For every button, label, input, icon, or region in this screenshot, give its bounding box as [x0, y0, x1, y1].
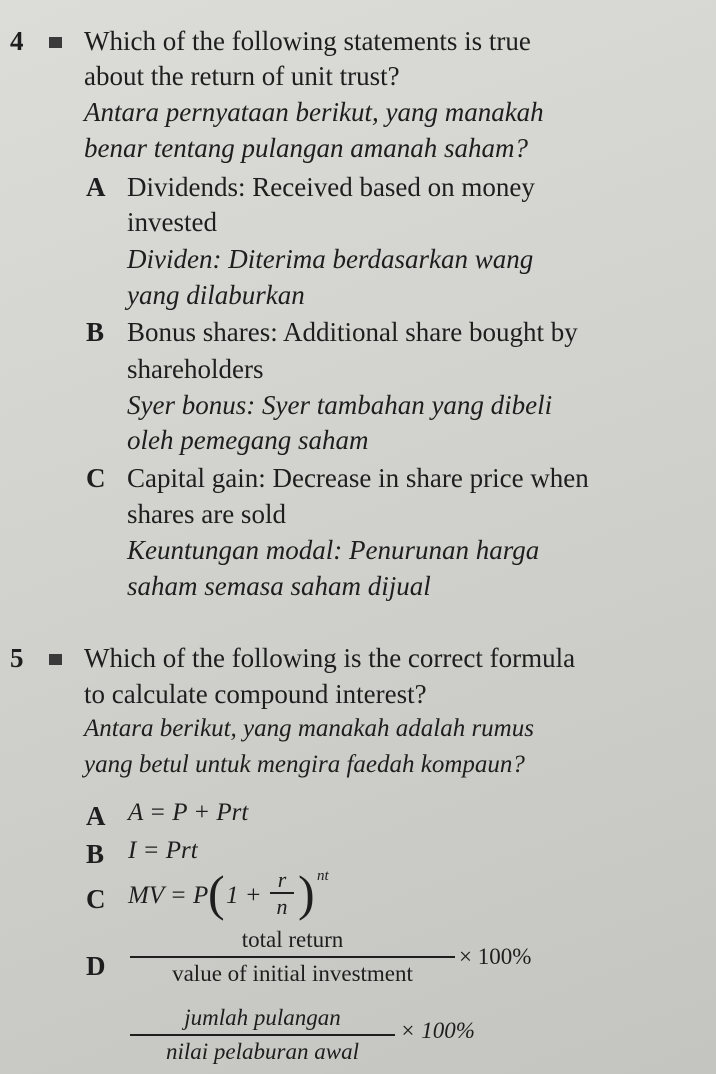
- question-5-stem-ms-2: yang betul untuk mengira faedah kompaun?: [84, 751, 525, 778]
- q4-option-a-en-2: invested: [127, 207, 217, 237]
- q5-option-d-letter: D: [86, 951, 106, 981]
- question-4-stem-ms-2: benar tentang pulangan amanah saham?: [84, 133, 528, 163]
- q4-option-b-en-2: shareholders: [127, 354, 264, 384]
- question-5-number: 5: [10, 643, 24, 673]
- q4-option-c-ms-2: saham semasa saham dijual: [127, 571, 431, 601]
- q5-option-b-formula: I = Prt: [128, 837, 198, 864]
- q5-option-d-denominator-en: value of initial investment: [172, 961, 413, 986]
- q5-option-c-letter: C: [86, 884, 106, 914]
- question-4-stem-ms-1: Antara pernyataan berikut, yang manakah: [84, 97, 544, 127]
- q5-option-d-numerator-en: total return: [241, 927, 344, 952]
- q4-option-a-letter: A: [86, 172, 106, 202]
- q5-option-c-formula: [128, 866, 368, 930]
- q4-option-a-en-1: Dividends: Received based on money: [127, 172, 535, 202]
- q4-option-c-en-1: Capital gain: Decrease in share price when: [127, 463, 589, 493]
- fraction-bar-icon: [130, 956, 455, 958]
- question-4-marker-icon: [49, 37, 62, 48]
- question-4-stem-en-2: about the return of unit trust?: [84, 61, 400, 91]
- fraction-bar-icon: [130, 1034, 395, 1036]
- question-5-stem-en-1: Which of the following is the correct formula: [84, 643, 576, 673]
- q5-option-a-formula: A = P + Prt: [128, 799, 249, 826]
- q5-option-d-fraction-ms: [130, 1005, 395, 1065]
- q5-option-a-letter: A: [86, 801, 106, 831]
- question-5-marker-icon: [49, 654, 62, 665]
- question-4-stem-en-1: Which of the following statements is true: [84, 26, 531, 56]
- q4-option-a-ms-1: Dividen: Diterima berdasarkan wang: [127, 244, 534, 274]
- q4-option-b-ms-2: oleh pemegang saham: [127, 425, 369, 455]
- q5-option-d-times-en: × 100%: [459, 944, 532, 969]
- q5-option-c-one-plus: 1 +: [226, 882, 268, 909]
- left-paren-icon: (: [208, 865, 225, 921]
- q4-option-c-en-2: shares are sold: [127, 499, 286, 529]
- question-5-stem-en-2: to calculate compound interest?: [84, 679, 427, 709]
- q4-option-c-letter: C: [86, 463, 106, 493]
- q4-option-b-letter: B: [86, 317, 105, 347]
- q4-option-b-en-1: Bonus shares: Additional share bought by: [127, 317, 578, 347]
- q5-option-b-letter: B: [86, 839, 105, 869]
- q5-option-c-fraction: [270, 868, 294, 920]
- q5-option-c-r: r: [277, 867, 287, 892]
- question-4-number: 4: [10, 26, 24, 56]
- q5-option-c-lhs: MV = P: [128, 882, 209, 909]
- q5-option-c-n: n: [276, 894, 288, 919]
- q4-option-a-ms-2: yang dilaburkan: [127, 280, 305, 310]
- right-paren-icon: ): [298, 865, 315, 921]
- q5-option-d-times-ms: × 100%: [400, 1018, 475, 1043]
- question-5-stem-ms-1: Antara berikut, yang manakah adalah rumus: [84, 715, 534, 742]
- q4-option-b-ms-1: Syer bonus: Syer tambahan yang dibeli: [127, 390, 553, 420]
- q5-option-c-exponent: nt: [317, 868, 329, 884]
- q5-option-d-fraction-en: [130, 927, 455, 987]
- q5-option-d-numerator-ms: jumlah pulangan: [184, 1005, 341, 1030]
- q5-option-d-denominator-ms: nilai pelaburan awal: [166, 1039, 359, 1064]
- q4-option-c-ms-1: Keuntungan modal: Penurunan harga: [127, 535, 540, 565]
